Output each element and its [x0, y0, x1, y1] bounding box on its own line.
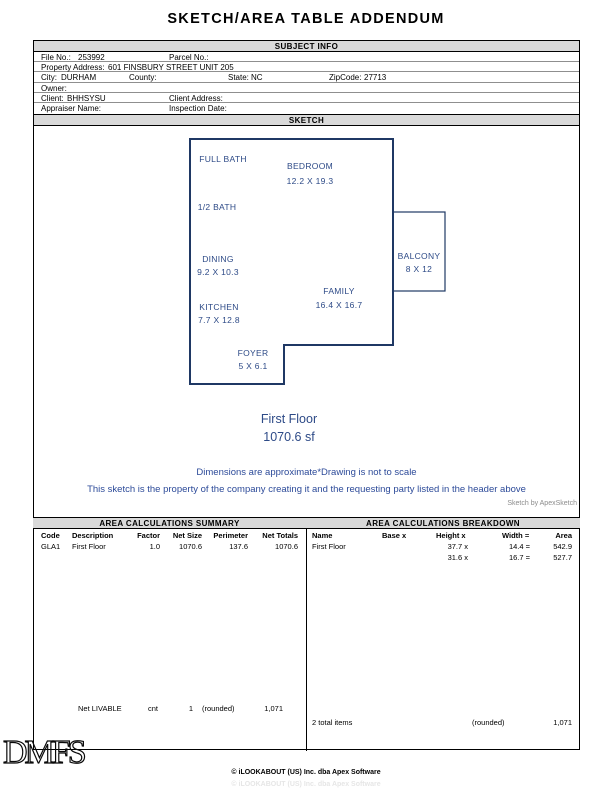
breakdown-cell-area-1: 542.9 — [553, 541, 572, 551]
copyright-ghost-line: © iLOOKABOUT (US) Inc. dba Apex Software — [231, 781, 381, 788]
room-label-full-bath: FULL BATH — [199, 154, 247, 164]
property-address-label: Property Address: — [41, 63, 105, 73]
room-label-dining: DINING 9.2 X 10.3 — [197, 254, 239, 277]
copyright-line: © iLOOKABOUT (US) Inc. dba Apex Software — [231, 769, 381, 776]
county-label: County: — [129, 73, 157, 83]
breakdown-footer-label: 2 total items — [312, 718, 353, 727]
file-no-value: 253992 — [78, 53, 105, 62]
sketch-section-header: SKETCH — [34, 114, 579, 126]
subject-info-row-city — [34, 72, 579, 82]
inspection-date-label: Inspection Date: — [169, 104, 227, 113]
breakdown-footer-rounded: (rounded) — [472, 718, 505, 727]
city-value: DURHAM — [61, 73, 97, 83]
room-label-family: FAMILY 16.4 X 16.7 — [315, 286, 363, 310]
file-no-label: File No.: — [41, 53, 71, 62]
breakdown-cell-width-1: 14.4 = — [508, 541, 530, 551]
col-perimeter: Perimeter — [213, 531, 248, 540]
summary-footer-rounded: (rounded) — [202, 704, 235, 713]
subject-info-row-owner — [34, 83, 579, 93]
summary-footer-count: 1 — [188, 704, 193, 713]
room-label-bedroom: BEDROOM 12.2 X 19.3 — [286, 161, 334, 186]
apexsketch-credit: Sketch by ApexSketch — [507, 500, 577, 507]
subject-info-header: SUBJECT INFO — [34, 40, 579, 52]
floor-name: First Floor — [260, 412, 318, 426]
room-dims-foyer: 5 X 6.1 — [238, 361, 268, 371]
client-label: Client: — [41, 93, 64, 103]
col-base: Base x — [382, 531, 407, 540]
breakdown-cell-height-1: 37.7 x — [447, 541, 468, 551]
summary-cell-net-totals: 1070.6 — [275, 541, 298, 551]
col-net-totals: Net Totals — [262, 531, 298, 540]
room-label-half-bath: 1/2 BATH — [197, 202, 237, 212]
subject-info-row-appraiser — [34, 103, 579, 113]
subject-info-row-address — [34, 62, 579, 72]
breakdown-cell-height-2: 31.6 x — [447, 552, 468, 562]
owner-label: Owner: — [41, 83, 67, 93]
summary-cell-perimeter: 137.6 — [229, 541, 248, 551]
client-value: BHHSYSU — [67, 93, 106, 103]
room-dims-family: 16.4 X 16.7 — [315, 300, 363, 310]
property-address-value: 601 FINSBURY STREET UNIT 205 — [108, 63, 234, 73]
summary-cell-description: First Floor — [72, 541, 106, 551]
city-label: City: — [41, 73, 57, 83]
zipcode-label: ZipCode: — [329, 73, 362, 83]
room-dims-balcony: 8 X 12 — [405, 264, 433, 274]
room-dims-kitchen: 7.7 X 12.8 — [198, 315, 240, 325]
area-calculations-breakdown-table — [306, 517, 580, 750]
col-width: Width = — [502, 531, 530, 540]
col-height: Height x — [436, 531, 466, 540]
room-dims-bedroom: 12.2 X 19.3 — [286, 176, 334, 186]
dmfs-watermark: DMFS — [3, 734, 84, 771]
state-label: State: — [228, 73, 249, 83]
breakdown-footer-total: 1,071 — [553, 718, 572, 727]
room-label-kitchen: KITCHEN 7.7 X 12.8 — [198, 302, 240, 325]
summary-footer-unit: cnt — [148, 704, 159, 713]
appraiser-name-label: Appraiser Name: — [41, 104, 102, 113]
state-value: NC — [251, 73, 263, 83]
subject-info-row-client — [34, 93, 579, 103]
summary-cell-code: GLA1 — [41, 541, 61, 551]
summary-cell-factor: 1.0 — [149, 541, 160, 551]
breakdown-cell-area-2: 527.7 — [553, 552, 572, 562]
page-title: SKETCH/AREA TABLE ADDENDUM — [167, 11, 445, 27]
col-net-size: Net Size — [172, 531, 202, 540]
col-area: Area — [555, 531, 572, 540]
col-code: Code — [41, 531, 60, 540]
floor-area: 1070.6 sf — [263, 430, 315, 444]
summary-table-header: AREA CALCULATIONS SUMMARY — [33, 517, 306, 529]
breakdown-table-header: AREA CALCULATIONS BREAKDOWN — [306, 517, 580, 529]
summary-cell-net-size: 1070.6 — [179, 541, 202, 551]
breakdown-cell-name: First Floor — [312, 541, 346, 551]
breakdown-cell-width-2: 16.7 = — [508, 552, 530, 562]
subject-info-row-file — [34, 52, 579, 62]
disclaimer-line-1: Dimensions are approximate*Drawing is not to scale — [196, 467, 417, 478]
summary-footer-label: Net LIVABLE — [78, 704, 122, 713]
room-label-balcony: BALCONY 8 X 12 — [397, 251, 441, 274]
room-dims-dining: 9.2 X 10.3 — [197, 267, 239, 277]
area-calculations-summary-table — [33, 517, 306, 750]
col-name: Name — [312, 531, 333, 540]
summary-footer-total: 1,071 — [264, 704, 283, 713]
client-address-label: Client Address: — [169, 93, 223, 103]
disclaimer-line-2: This sketch is the property of the company creating it and the requesting party listed in the header above — [87, 484, 526, 495]
zipcode-value: 27713 — [364, 73, 387, 83]
col-factor: Factor — [137, 531, 160, 540]
room-label-foyer: FOYER 5 X 6.1 — [237, 348, 269, 371]
parcel-no-label: Parcel No.: — [169, 53, 209, 62]
col-description: Description — [72, 531, 114, 540]
